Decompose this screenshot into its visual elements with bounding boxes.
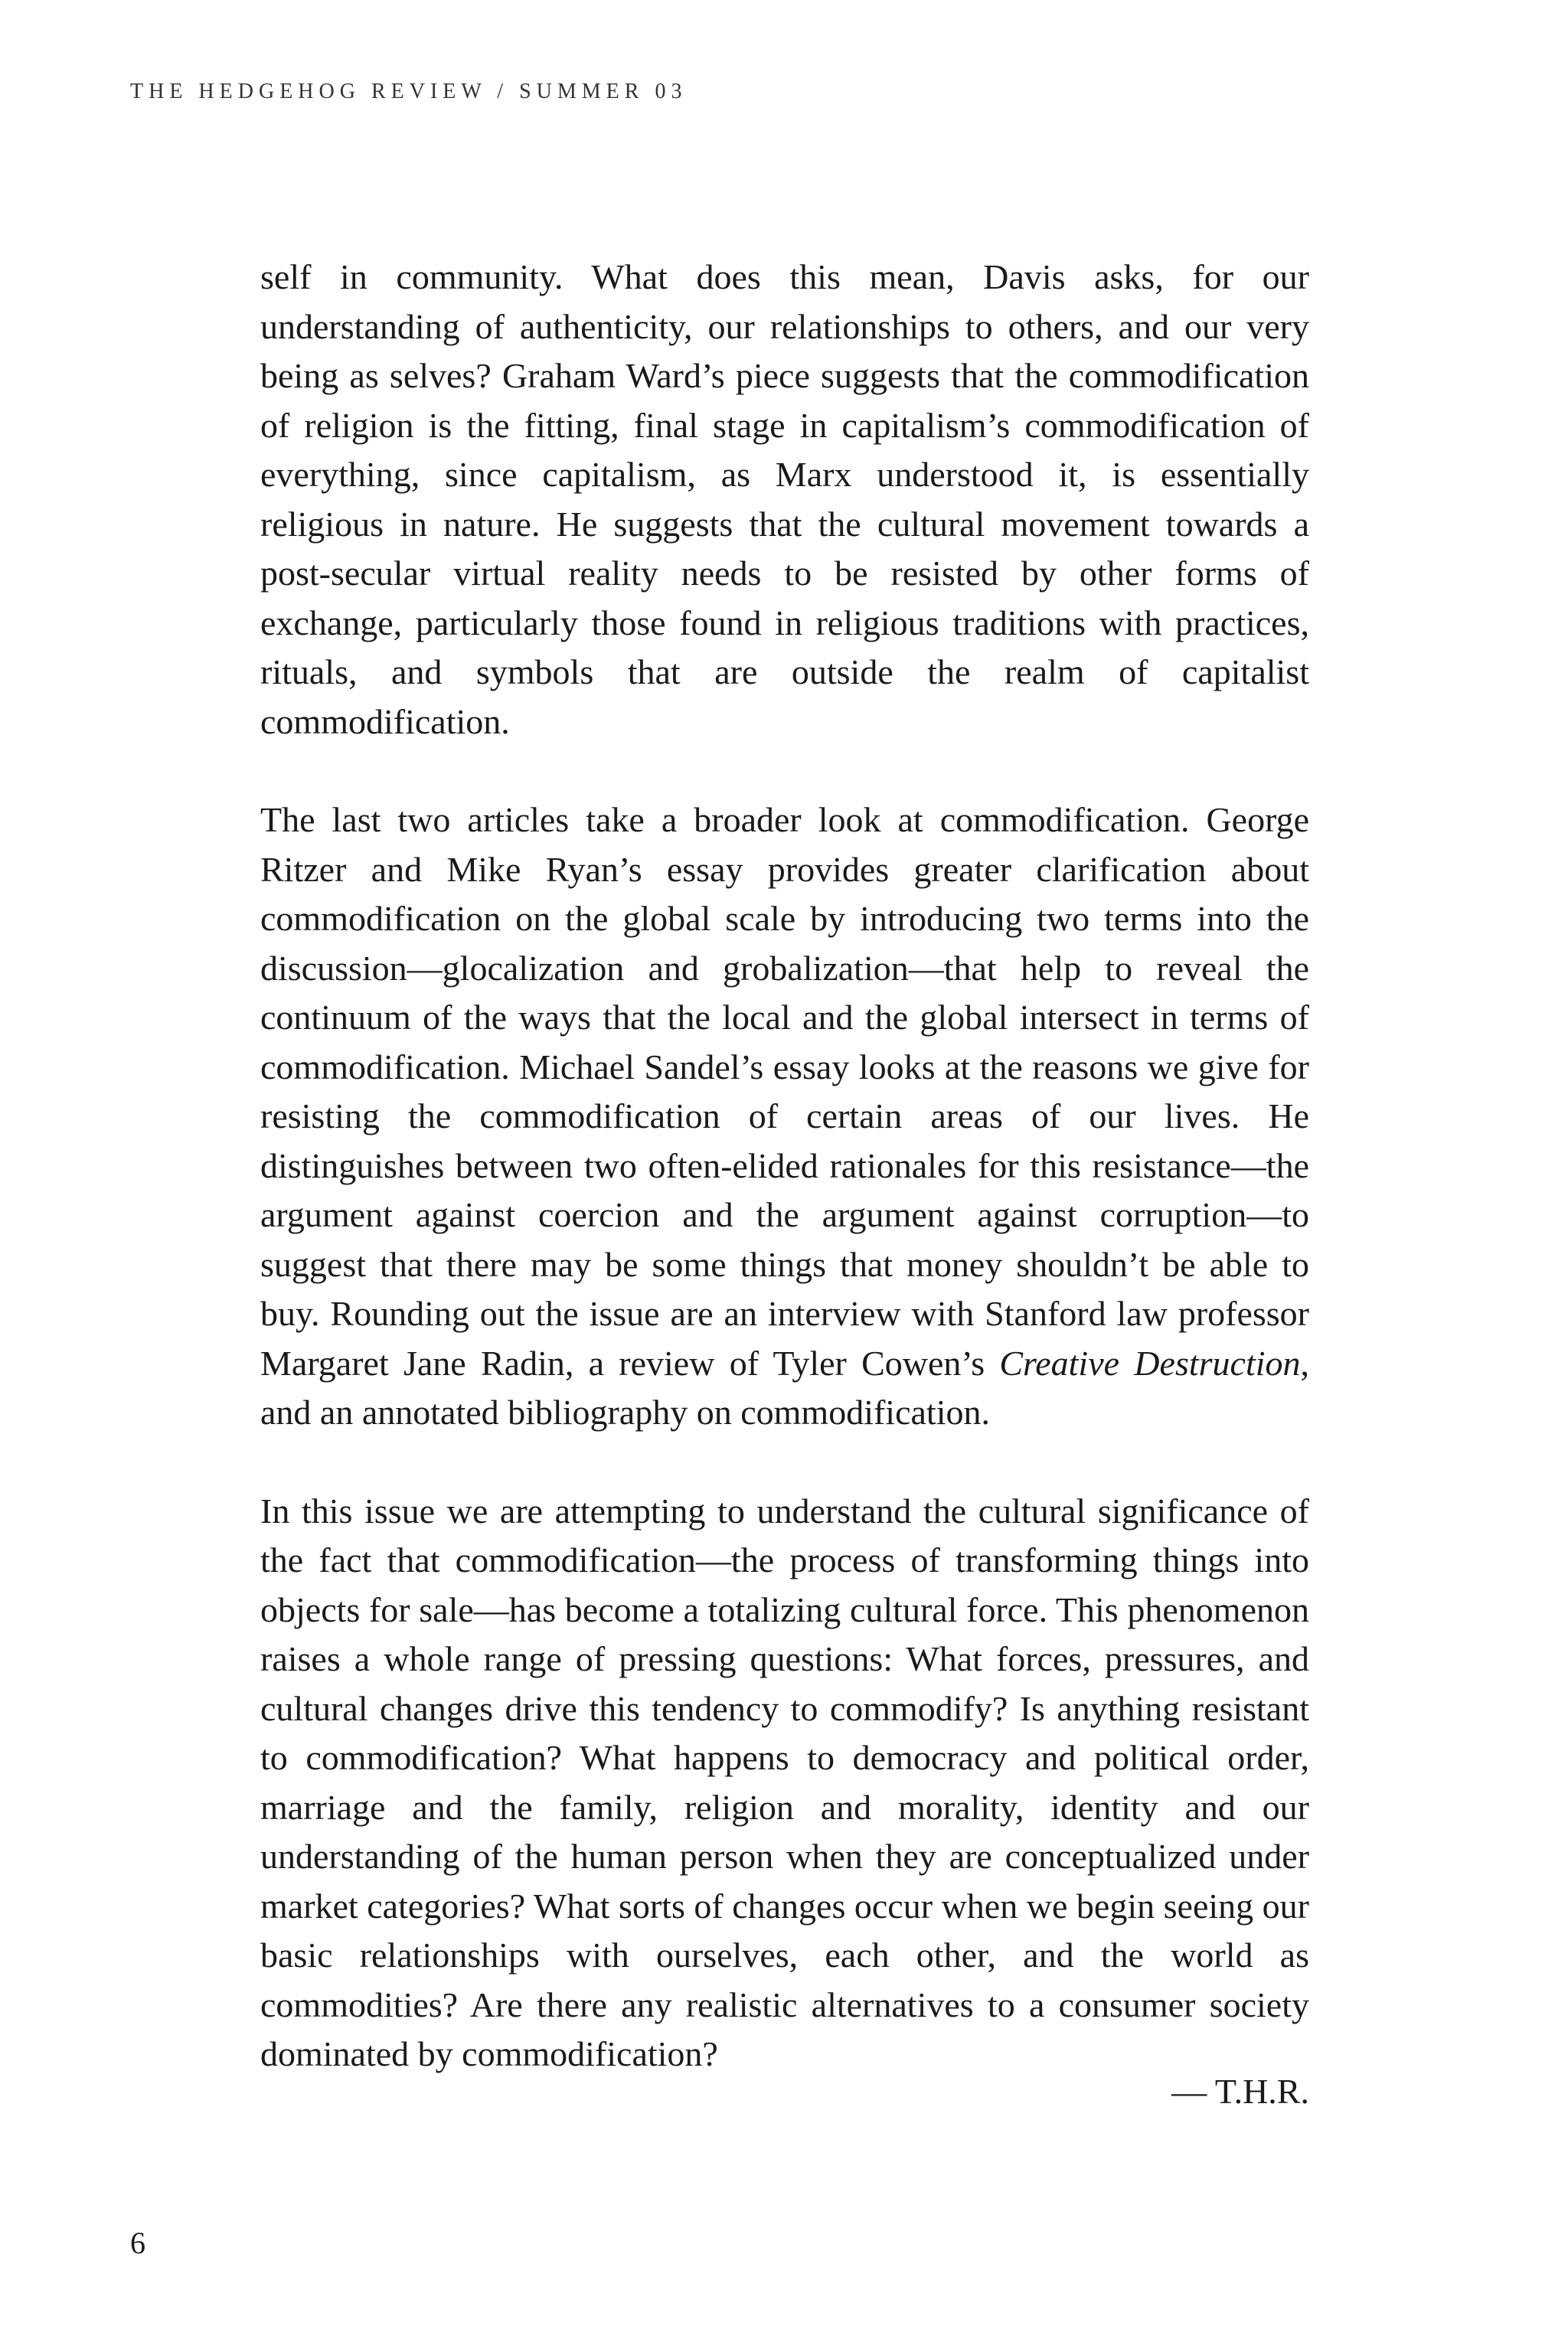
paragraph (260, 795, 1309, 1438)
paragraph-text: The last two articles take a broader look at commodification. George Ritzer and Mike Ryan’s essay provides greater clarification about commodification on the global scale by introducing two terms into the discussion—glocalization and grobalization—that help to reveal the continuum of the ways that the local and the global intersect in terms of commodification. Michael Sandel’s essay looks at the reasons we give for resisting the commodification of certain areas of our lives. He distinguishes between two often-elided rationales for this resistance—the argument against coercion and the argument against corruption—to suggest that there may be some things that money shouldn’t be able to buy. Rounding out the issue are an interview with Stanford law professor Margaret Jane Radin, a review of Tyler Cowen’s (260, 800, 1309, 1383)
book-title: Creative Destruction (999, 1343, 1301, 1383)
page-number: 6 (130, 2226, 145, 2260)
signature: — T.H.R. (1171, 2072, 1309, 2111)
paragraph: In this issue we are attempting to understand the cultural significance of the fact that commodification—the process of transforming things into objects for sale—has become a totalizing cultural force. This phenomenon raises a whole range of pressing questions: What forces, pressures, and cultural changes drive this tendency to commodify? Is anything resistant to commodification? What happens to democracy and political order, marriage and the family, religion and morality, identity and our understanding of the human person when they are conceptualized under market categories? What sorts of changes occur when we begin seeing our basic relationships with ourselves, each other, and the world as commodities? Are there any realistic alternatives to a consumer society dominated by commodification? (260, 1491, 1309, 2073)
paragraph: self in community. What does this mean, Davis asks, for our understanding of authenticity, our relationships to others, and our very being as selves? Graham Ward’s piece suggests that the commodification of religion is the fitting, final stage in capitalism’s commodification of everything, since capitalism, as Marx understood it, is essentially religious in nature. He suggests that the cultural movement towards a post-secular virtual reality needs to be resisted by other forms of exchange, particularly those found in religious traditions with practices, rituals, and symbols that are outside the realm of capitalist commodification. (260, 257, 1309, 741)
paragraph-text: , and an annotated bibliography on commodification. (260, 1343, 1309, 1432)
running-head: THE HEDGEHOG REVIEW / SUMMER 03 (130, 80, 688, 103)
article-body (260, 253, 1309, 2079)
